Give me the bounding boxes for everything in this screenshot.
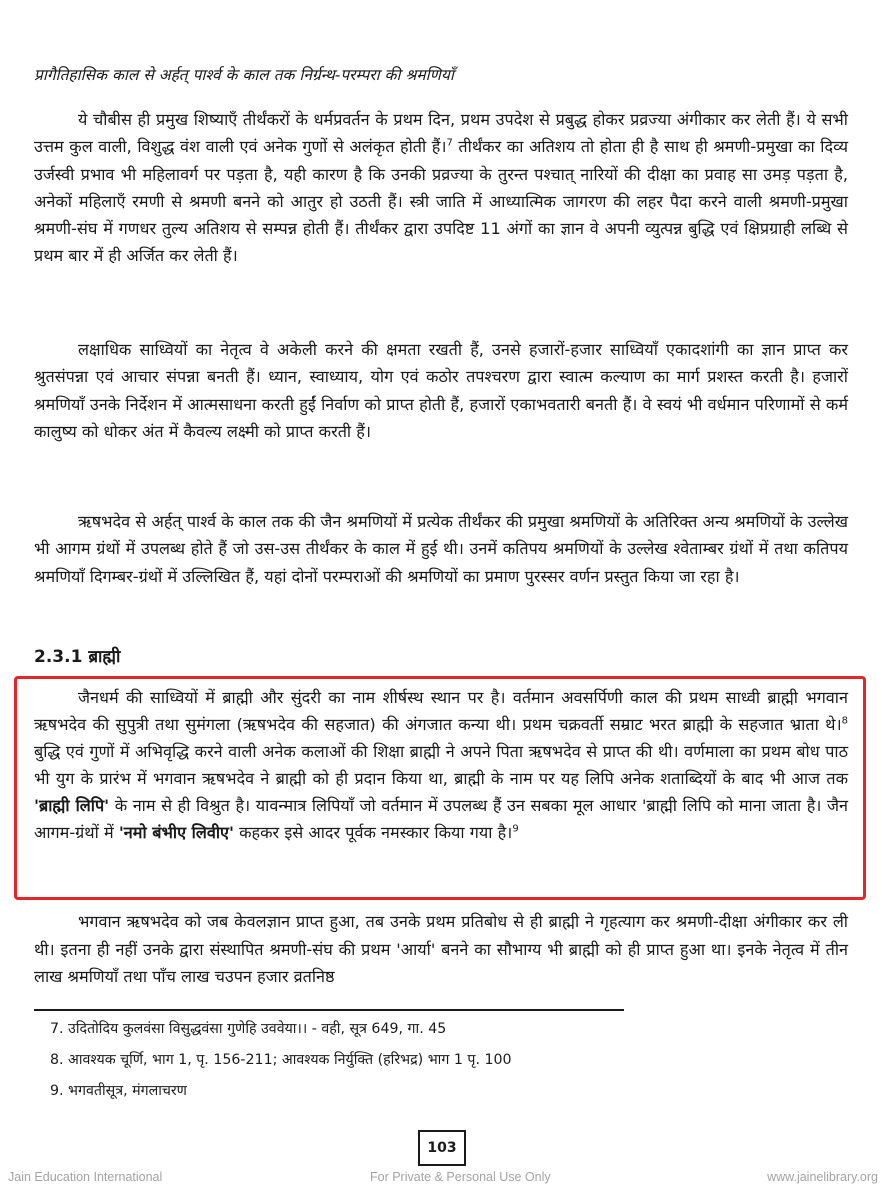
paragraph-5: भगवान ऋषभदेव को जब केवलज्ञान प्राप्त हुआ, तब उनके प्रथम प्रतिबोध से ही ब्राह्मी ने गृहत्याग कर श्रमणी-दीक्षा अंगीकार कर ली थी। इतना ही नहीं उनके द्वारा संस्थापित श्रमणी-संघ की प्रथम 'आर्या' बनने का सौभाग्य भी ब्राह्मी को ही प्राप्त हुआ था। इनके नेतृत्व में तीन लाख श्रमणियाँ तथा पाँच लाख चउपन हजार व्रतनिष्ठ: [34, 912, 848, 986]
footer-right: www.jainelibrary.org: [767, 1170, 878, 1184]
paragraph-4-text-c: के नाम से ही विश्रुत है। यावन्मात्र लिपियाँ जो वर्तमान में उपलब्ध हैं उन सबका मूल आधार 'ब्राह्मी लिपि को माना जाता है। जैन आगम-ग्रंथों में: [34, 796, 848, 842]
paragraph-4-highlighted: [34, 684, 848, 846]
paragraph-4-text-b: बुद्धि एवं गुणों में अभिवृद्धि करने वाली अनेक कलाओं की शिक्षा ब्राह्मी ने अपने पिता ऋषभदेव से प्राप्त की थी। वर्णमाला का प्रथम बोध पाठ भी युग के प्रारंभ में भगवान ऋषभदेव ने ब्राह्मी को ही प्रदान किया था, ब्राह्मी के नाम पर यह लिपि अनेक शताब्दियों के बाद भी आज तक: [34, 742, 848, 788]
footnote-ref-9: 9: [512, 823, 519, 835]
paragraph-3: ऋषभदेव से अर्हत् पार्श्व के काल तक की जैन श्रमणियों में प्रत्येक तीर्थंकर की प्रमुखा श्रमणियों के अतिरिक्त अन्य श्रमणियों के उल्लेख भी आगम ग्रंथों में उपलब्ध होते हैं जो उस-उस तीर्थंकर के काल में हुई थी। उनमें कतिपय श्रमणियों के उल्लेख श्वेताम्बर ग्रंथों में तथा कतिपय श्रमणियाँ दिगम्बर-ग्रंथों में उल्लिखित हैं, यहां दोनों परम्पराओं की श्रमणियों का प्रमाण पुरस्सर वर्णन प्रस्तुत किया जा रहा है।: [34, 512, 848, 586]
footnote-divider: [34, 1009, 624, 1011]
namo-bambhie-quote: 'नमो बंभीए लिवीए': [118, 823, 234, 842]
paragraph-2: लक्षाधिक साध्वियों का नेतृत्व वे अकेली करने की क्षमता रखती हैं, उनसे हजारों-हजार साध्वियाँ एकादशांगी का ज्ञान प्राप्त कर श्रुतसंपन्ना एवं आचार संपन्ना बनती हैं। ध्यान, स्वाध्याय, योग एवं कठोर तपश्चरण द्वारा स्वात्म कल्याण का मार्ग प्रशस्त करती है। हजारों श्रमणियाँ उनके निर्देशन में आत्मसाधना करती हुईं निर्वाण को प्राप्त होती हैं, हजारों एकाभवतारी बनती हैं। वे स्वयं भी वर्धमान परिणामों से कर्म कालुष्य को धोकर अंत में कैवल्य लक्ष्मी को प्राप्त करती हैं।: [34, 340, 848, 441]
footnote-8: 8. आवश्यक चूर्णि, भाग 1, पृ. 156-211; आवश्यक निर्युक्ति (हरिभद्र) भाग 1 पृ. 100: [50, 1052, 512, 1068]
footnotes: [50, 1014, 830, 1107]
footnote-ref-7: 7: [446, 137, 453, 149]
paragraph-1-text-a: ये चौबीस ही प्रमुख शिष्याएँ तीर्थंकरों के धर्मप्रवर्तन के प्रथम दिन, प्रथम उपदेश से प्रबुद्ध होकर प्रव्रज्या अंगीकार कर लेती हैं। ये सभी उत्तम कुल वाली, विशुद्ध वंश वाली एवं अनेक गुणों से अलंकृत होती हैं।: [34, 110, 848, 157]
footer-left: Jain Education International: [8, 1170, 163, 1184]
page-number: 103: [418, 1130, 466, 1166]
paragraph-4-text-a: जैनधर्म की साध्वियों में ब्राह्मी और सुंदरी का नाम शीर्षस्थ स्थान पर है। वर्तमान अवसर्पिणी काल की प्रथम साध्वी ब्राह्मी भगवान ऋषभदेव की सुपुत्री तथा सुमंगला (ऋषभदेव की सहजात) की अंगजात कन्या थी। प्रथम चक्रवर्ती सम्राट भरत ब्राह्मी के सहजात भ्राता थे।: [34, 688, 848, 734]
paragraph-1: [34, 106, 848, 270]
paragraph-4-text-d: कहकर इसे आदर पूर्वक नमस्कार किया गया है।: [233, 823, 513, 842]
footnote-9: 9. भगवतीसूत्र, मंगलाचरण: [50, 1083, 187, 1099]
paragraph-1-text-b: तीर्थंकर का अतिशय तो होता ही है साथ ही श्रमणी-प्रमुखा का दिव्य उर्जस्वी प्रभाव भी महिलावर्ग पर पड़ता है, यही कारण है कि उनकी प्रव्रज्या के तुरन्त पश्चात् नारियों की दीक्षा का प्रवाह सा उमड़ पड़ता है, अनेकों महिलाएँ रमणी से श्रमणी बनने को आतुर हो उठती हैं। स्त्री जाति में आध्यात्मिक जागरण की लहर पैदा करने वाली श्रमणी-प्रमुखा श्रमणी-संघ में गणधर तुल्य अतिशय से सम्पन्न होती हैं। तीर्थंकर द्वारा उपदिष्ट 11 अंगों का ज्ञान वे अपनी व्युत्पन्न बुद्धि एवं क्षिप्रग्राही लब्धि से प्रथम बार में ही अर्जित कर लेती हैं।: [34, 137, 848, 266]
brahmi-lipi-quote: 'ब्राह्मी लिपि': [34, 796, 110, 815]
section-heading: 2.3.1 ब्राह्मी: [34, 647, 121, 667]
footer-center: For Private & Personal Use Only: [370, 1170, 551, 1184]
footnote-7: 7. उदितोदिय कुलवंसा विसुद्धवंसा गुणेहि उववेया।। - वही, सूत्र 649, गा. 45: [50, 1021, 447, 1037]
running-title: प्रागैतिहासिक काल से अर्हत् पार्श्व के काल तक निर्ग्रन्थ-परम्परा की श्रमणियाँ: [34, 66, 454, 84]
footnote-ref-8: 8: [841, 715, 848, 727]
